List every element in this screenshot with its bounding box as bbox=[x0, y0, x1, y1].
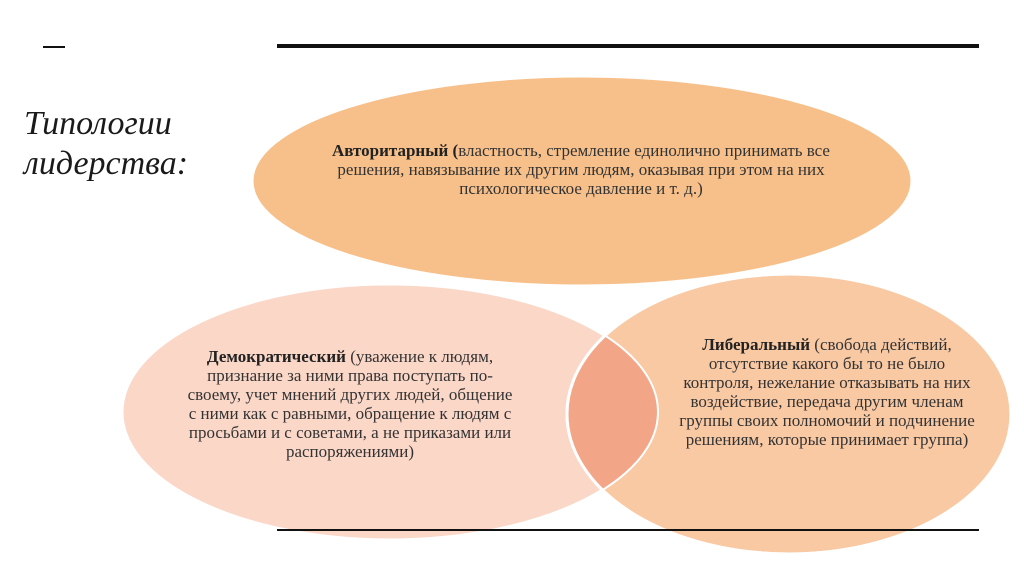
liberal-desc: (свобода действий, отсутствие какого бы то не было контроля, нежелание отказывать на них воздействие, передача другим членам группы своих полномочий и подчинение решениям, которые принимает группа) bbox=[679, 335, 975, 449]
democratic-desc: (уважение к людям, признание за ними права поступать по-своему, учет мнений других людей, общение с ними как с равными, обращение к людям с просьбами и с советами, а не приказами или распоряжениями) bbox=[187, 347, 513, 461]
democratic-text bbox=[185, 347, 515, 461]
page-title bbox=[24, 104, 224, 184]
title-line-1: Типологии bbox=[24, 105, 172, 142]
liberal-term: Либеральный bbox=[702, 335, 811, 354]
top-rule bbox=[277, 44, 979, 48]
democratic-term: Демократический bbox=[206, 347, 346, 366]
authoritarian-term: Авторитарный ( bbox=[332, 141, 459, 160]
dash-mark bbox=[43, 46, 65, 48]
authoritarian-desc: властность, стремление единолично принимать все решения, навязывание их другим людям, оказывая при этом на них психологическое давление и т. д.) bbox=[337, 141, 830, 198]
liberal-text bbox=[677, 335, 977, 449]
bottom-rule bbox=[277, 529, 979, 531]
title-line-2: лидерства: bbox=[24, 145, 189, 182]
authoritarian-text bbox=[330, 141, 832, 198]
